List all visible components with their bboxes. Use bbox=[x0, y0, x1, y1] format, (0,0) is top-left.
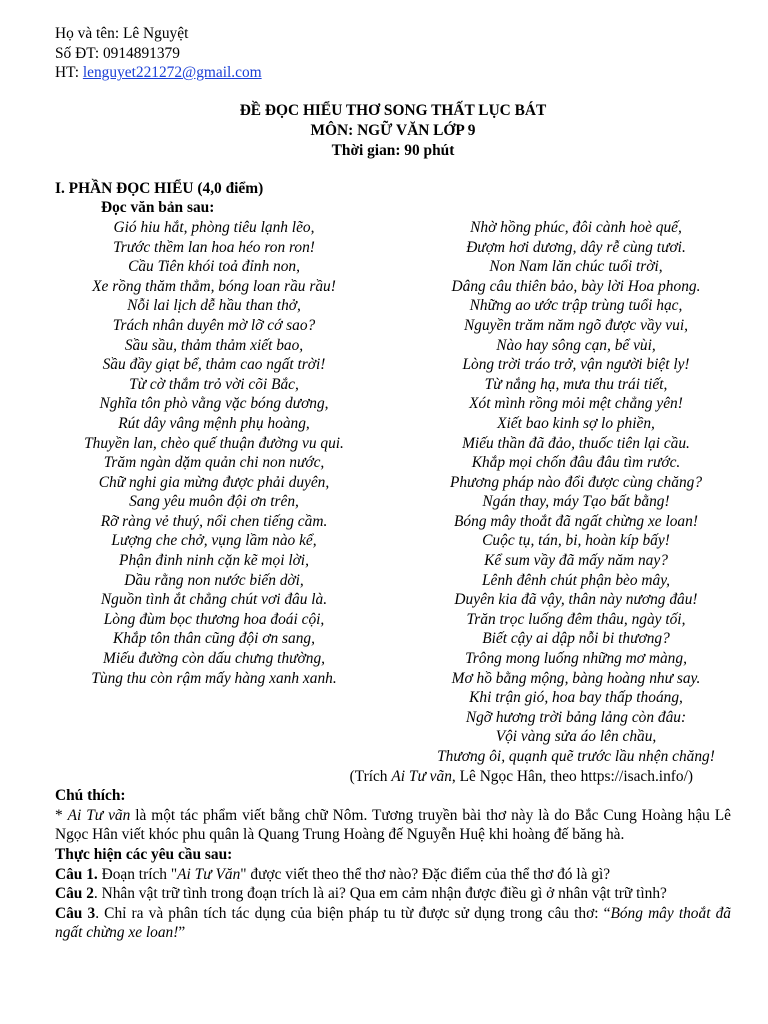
poem-line: Kể sum vầy đã mấy năm nay? bbox=[484, 552, 668, 570]
poem-line: Tùng thu còn rậm mấy hàng xanh xanh. bbox=[91, 669, 337, 687]
poem-line: Trông mong luống những mơ màng, bbox=[465, 650, 687, 668]
poem-line: Rỡ ràng vẻ thuý, nổi chen tiếng cầm. bbox=[100, 512, 328, 530]
notes-heading: Chú thích: bbox=[55, 787, 126, 805]
question-3-end: ” bbox=[178, 924, 186, 942]
poem-line: Khi trận gió, hoa bay thấp thoáng, bbox=[469, 689, 683, 707]
question-2-label: Câu 2 bbox=[55, 885, 94, 903]
poem-line: Dâng câu thiên bảo, bày lời Hoa phong. bbox=[451, 277, 701, 295]
poem-line: Nghĩa tôn phò vằng vặc bóng dương, bbox=[99, 395, 329, 413]
question-1-title: Ai Tư Văn bbox=[177, 865, 241, 883]
poem-line: Lòng đùm bọc thương hoa đoái cội, bbox=[103, 610, 325, 628]
poem-line: Phương pháp nào đổi được cùng chăng? bbox=[449, 473, 703, 491]
poem-line: Xe rồng thăm thẳm, bóng loan rầu rầu! bbox=[92, 277, 336, 295]
author-name: Họ và tên: Lê Nguyệt bbox=[55, 25, 189, 42]
author-email-line bbox=[55, 63, 731, 83]
author-phone: Số ĐT: 0914891379 bbox=[55, 44, 180, 62]
poem-line: Xót mình rồng mỏi mệt chẳng yên! bbox=[469, 395, 683, 413]
question-3 bbox=[55, 904, 731, 943]
poem-line: Nguyền trăm năm ngõ được vầy vui, bbox=[464, 316, 688, 334]
poem-line: Nào hay sông cạn, bể vùi, bbox=[496, 336, 656, 354]
poem-right-column bbox=[411, 218, 741, 767]
poem-line: Gió hiu hắt, phòng tiêu lạnh lẽo, bbox=[113, 218, 315, 236]
question-1-pre: Đoạn trích " bbox=[97, 865, 178, 883]
poem-line: Chữ nghi gia mừng được phải duyên, bbox=[98, 473, 330, 491]
notes-work-title: Ai Tư vãn bbox=[67, 806, 131, 824]
question-3-quote: Bóng mây thoắt đã ngất chừng xe loan! bbox=[55, 904, 731, 942]
email-link[interactable]: lenguyet221272@gmail.com bbox=[82, 64, 262, 82]
poem-line: Từ cờ thắm trỏ vời cõi Bắc, bbox=[129, 375, 299, 393]
poem-line: Trách nhân duyên mờ lỡ cớ sao? bbox=[112, 316, 316, 334]
poem-line: Lượng che chở, vụng lầm nào kể, bbox=[111, 532, 317, 550]
poem-line: Lòng trời tráo trở, vận người biệt ly! bbox=[462, 356, 690, 374]
document-page bbox=[55, 24, 731, 943]
poem-source bbox=[55, 767, 731, 787]
poem-line: Mơ hồ bằng mộng, bàng hoàng như say. bbox=[451, 669, 701, 687]
poem-line: Non Nam lăn chúc tuổi trời, bbox=[489, 258, 663, 276]
poem-line: Trăn trọc luống đêm thâu, ngày tối, bbox=[466, 610, 686, 628]
poem-line: Cuộc tụ, tán, bi, hoàn kíp bấy! bbox=[482, 532, 670, 550]
reading-intro: Đọc văn bản sau: bbox=[101, 199, 215, 217]
poem-line: Miếu thần đã đảo, thuốc tiên lại cầu. bbox=[462, 434, 690, 452]
poem-line: Vội vàng sửa áo lên chầu, bbox=[495, 728, 657, 746]
poem-line: Cầu Tiên khói toả đỉnh non, bbox=[128, 258, 300, 276]
source-title: Ai Tư vãn bbox=[391, 767, 452, 785]
poem-line: Lênh đênh chút phận bèo mây, bbox=[481, 571, 671, 589]
poem-line: Khắp tôn thân cũng đội ơn sang, bbox=[113, 630, 315, 648]
poem-line: Biết cậy ai dập nỗi bi thương? bbox=[482, 630, 670, 648]
exam-title bbox=[55, 101, 731, 161]
poem-left-column bbox=[55, 218, 373, 767]
poem-line: Ngỡ hương trời bảng lảng còn đâu: bbox=[465, 708, 687, 726]
title-line-2: MÔN: NGỮ VĂN LỚP 9 bbox=[310, 121, 476, 139]
poem-line: Xiết bao kinh sợ lo phiền, bbox=[497, 414, 655, 432]
poem-line: Khắp mọi chốn đâu đâu tìm rước. bbox=[471, 454, 681, 472]
poem-line: Sầu sầu, thảm thảm xiết bao, bbox=[124, 336, 304, 354]
poem-line: Duyên kia đã vậy, thân này nương đâu! bbox=[454, 591, 698, 609]
question-2-text: . Nhân vật trữ tình trong đoạn trích là ai? Qua em cảm nhận được điều gì ở nhân vật trữ tình? bbox=[93, 885, 667, 903]
poem-line: Đượm hơi dương, dây rễ cùng tươi. bbox=[466, 238, 686, 256]
poem-line: Trăm ngàn dặm quản chi non nước, bbox=[103, 454, 325, 472]
poem-line: Dầu rằng non nước biến dời, bbox=[124, 571, 304, 589]
section-heading: I. PHẦN ĐỌC HIỂU (4,0 điểm) bbox=[55, 179, 264, 197]
title-line-1: ĐỀ ĐỌC HIỂU THƠ SONG THẤT LỤC BÁT bbox=[239, 101, 547, 119]
poem-line: Thuyền lan, chèo quế thuận đường vu qui. bbox=[84, 434, 344, 452]
notes-text bbox=[55, 806, 731, 845]
question-1-label: Câu 1. bbox=[55, 865, 98, 883]
poem-line: Thương ôi, quạnh quẽ trước lầu nhện chăng! bbox=[437, 748, 715, 765]
poem-line: Phận đinh ninh cặn kẽ mọi lời, bbox=[119, 552, 309, 570]
source-prefix: (Trích bbox=[349, 767, 392, 785]
question-3-text: . Chỉ ra và phân tích tác dụng của biện pháp tu từ được sử dụng trong câu thơ: “ bbox=[95, 904, 611, 922]
poem-line: Nguồn tình ắt chẳng chút vơi đâu là. bbox=[100, 591, 328, 609]
poem-line: Những ao ước trập trùng tuổi hạc, bbox=[469, 297, 683, 315]
poem-line: Bóng mây thoắt đã ngất chừng xe loan! bbox=[454, 512, 698, 530]
poem-line: Sang yêu muôn đội ơn trên, bbox=[129, 493, 299, 511]
author-header bbox=[55, 24, 731, 83]
notes-star: * bbox=[55, 806, 68, 824]
poem-line: Miếu đường còn dấu chưng thường, bbox=[103, 650, 325, 668]
poem-line: Nỗi lai lịch dễ hầu than thở, bbox=[127, 297, 301, 315]
email-label: HT: bbox=[55, 64, 83, 82]
poem-line: Sầu đầy giạt bể, thảm cao ngất trời! bbox=[102, 356, 326, 374]
poem-line: Ngán thay, máy Tạo bất bằng! bbox=[482, 493, 670, 511]
question-1 bbox=[55, 865, 731, 885]
question-1-post: " được viết theo thể thơ nào? Đặc điểm của thể thơ đó là gì? bbox=[240, 865, 611, 883]
source-suffix: , Lê Ngọc Hân, theo https://isach.info/) bbox=[451, 767, 693, 785]
title-line-3: Thời gian: 90 phút bbox=[331, 141, 455, 159]
poem-line: Từ nắng hạ, mưa thu trái tiết, bbox=[484, 375, 668, 393]
poem-line: Rút dây vâng mệnh phụ hoàng, bbox=[118, 414, 310, 432]
tasks-heading: Thực hiện các yêu cầu sau: bbox=[55, 845, 233, 863]
poem-line: Nhờ hồng phúc, đôi cành hoè quế, bbox=[470, 218, 682, 236]
question-3-label: Câu 3 bbox=[55, 904, 96, 922]
question-2 bbox=[55, 884, 731, 904]
poem-text bbox=[55, 218, 731, 767]
notes-body: là một tác phẩm viết bằng chữ Nôm. Tương truyền bài thơ này là do Bắc Cung Hoàng hậu Lê Ngọc Hân viết khóc phu quân là Quang Trung Hoàng đế Nguyễn Huệ khi hoàng đế băng hà. bbox=[55, 806, 731, 844]
poem-line: Trước thềm lan hoa héo ron ron! bbox=[113, 238, 315, 256]
